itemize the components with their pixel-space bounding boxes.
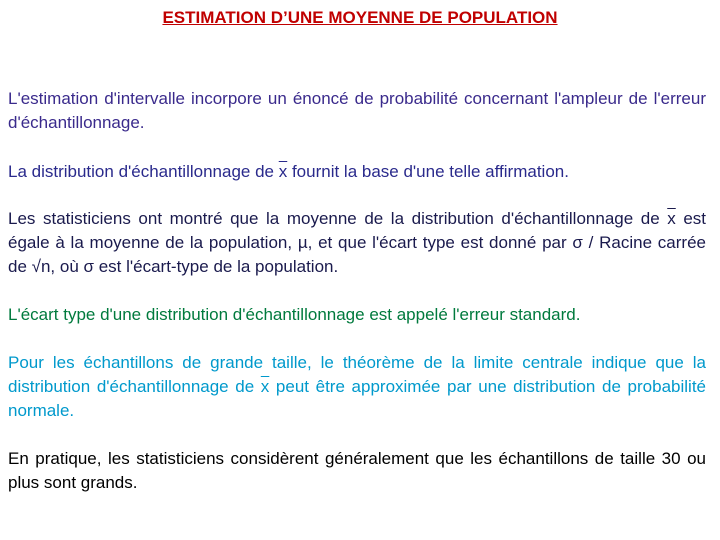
- paragraph-text: L'écart type d'une distribution d'échantillonnage est appelé l'erreur standard.: [8, 305, 581, 324]
- paragraph-interval-estimation: [8, 87, 706, 135]
- x-bar-symbol: $\overline{x}$: [667, 209, 676, 228]
- paragraph-text: En pratique, les statisticiens considèrent généralement que les échantillons de taille 30 ou plus sont grands.: [8, 449, 706, 492]
- paragraph-central-limit-theorem: [8, 351, 706, 423]
- paragraph-sampling-distribution: [8, 160, 706, 184]
- x-bar-symbol: $\overline{x}$: [260, 377, 270, 396]
- x-bar-symbol: $\overline{x}$: [278, 162, 288, 181]
- paragraph-text: L'estimation d'intervalle incorpore un énoncé de probabilité concernant l'ampleur de l'erreur d'échantillonnage.: [8, 89, 706, 132]
- paragraph-text: fournit la base d'une telle affirmation.: [287, 162, 569, 181]
- paragraph-statisticians-shown: [8, 207, 706, 279]
- paragraph-text: est égale à la moyenne de la population, µ, et que l'écart type est donné par σ / Racine carrée de √n, où σ est l'écart-type de la population.: [8, 209, 706, 276]
- paragraph-text: Pour les échantillons de grande taille, le théorème de la limite centrale indique que la distribution d'échantillonnage de: [8, 353, 706, 396]
- paragraph-text: La distribution d'échantillonnage de: [8, 162, 279, 181]
- paragraph-in-practice: [8, 447, 706, 495]
- paragraph-text: Les statisticiens ont montré que la moyenne de la distribution d'échantillonnage de: [8, 209, 668, 228]
- slide-title: ESTIMATION D’UNE MOYENNE DE POPULATION: [162, 8, 558, 27]
- paragraph-text: peut être approximée par une distribution de probabilité normale.: [8, 377, 706, 420]
- paragraph-standard-error: [8, 303, 706, 327]
